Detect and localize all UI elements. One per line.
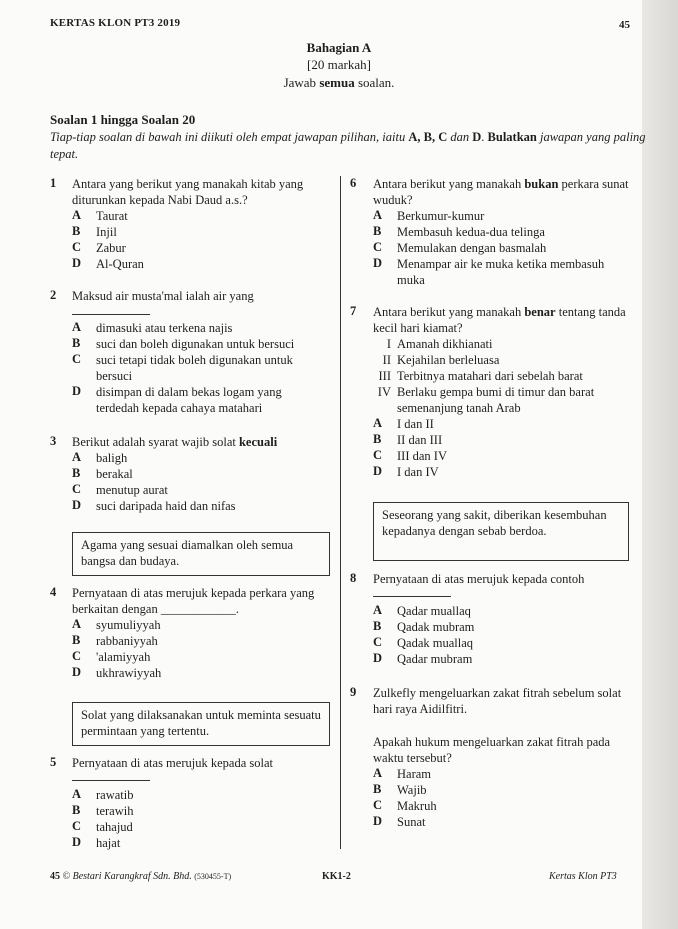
question-text [373, 304, 635, 336]
option-letter[interactable]: A [373, 416, 383, 430]
option-text: terawih [96, 804, 134, 818]
option-text: Memulakan dengan basmalah [397, 241, 547, 255]
roman-statement: Berlaku gempa bumi di timur dan barat semenanjung tanah Arab [397, 385, 595, 415]
roman-statement: Kejahilan berleluasa [397, 353, 500, 367]
footer-right: Kertas Klon PT3 [549, 871, 617, 882]
roman-numeral: III [378, 369, 391, 383]
option-letter[interactable]: D [72, 498, 82, 512]
stimulus-box: Solat yang dilaksanakan untuk meminta sesuatu permintaan yang tertentu. [72, 702, 330, 746]
option-letter[interactable]: C [373, 635, 383, 649]
question-text-bold: bukan [524, 177, 559, 191]
column-divider [340, 176, 341, 849]
question-number: 1 [50, 176, 57, 190]
page-number: 45 [619, 19, 630, 31]
footer-left [50, 871, 231, 882]
roman-numeral: IV [377, 385, 391, 399]
option-letter[interactable]: B [72, 633, 81, 647]
question-number: 5 [50, 755, 57, 769]
option-text: Qadar muallaq [397, 604, 471, 618]
question-number: 6 [350, 176, 357, 190]
question-text: Antara yang berikut yang manakah kitab yang diturunkan kepada Nabi Daud a.s.? [72, 177, 304, 207]
stimulus-box: Seseorang yang sakit, diberikan kesembuhan kepadanya dengan sebab berdoa. [373, 502, 629, 561]
option-letter[interactable]: B [72, 466, 81, 480]
option-text: Wajib [397, 783, 427, 797]
option-text: rawatib [96, 788, 134, 802]
option-text: Zabur [96, 241, 126, 255]
question-text: Pernyataan di atas merujuk kepada contoh [373, 572, 585, 586]
option-text: suci tetapi tidak boleh digunakan untuk bersuci [96, 353, 293, 383]
instr-part1: Tiap-tiap soalan di bawah ini diikuti oleh empat jawapan pilihan, iaitu [50, 130, 409, 144]
option-letter[interactable]: C [373, 448, 383, 462]
option-letter[interactable]: A [373, 208, 383, 222]
question-number: 4 [50, 585, 57, 599]
stimulus-box: Agama yang sesuai diamalkan oleh semua bangsa dan budaya. [72, 532, 330, 576]
footer-publisher: © Bestari Karangkraf Sdn. Bhd. [62, 871, 192, 882]
question-text-2: Apakah hukum mengeluarkan zakat fitrah pada waktu tersebut? [373, 735, 611, 765]
instr-bold: semua [319, 75, 355, 90]
question-text: Maksud air musta'mal ialah air yang [72, 289, 254, 303]
option-text: Menampar air ke muka ketika membasuh muka [397, 257, 605, 287]
option-text: Al-Quran [96, 257, 144, 271]
question-number: 7 [350, 304, 357, 318]
option-letter[interactable]: A [373, 603, 383, 617]
option-letter[interactable]: D [373, 814, 383, 828]
option-text: Qadak muallaq [397, 636, 474, 650]
section-instruction [0, 75, 678, 91]
option-text: ukhrawiyyah [96, 666, 162, 680]
option-letter[interactable]: D [373, 256, 383, 270]
option-letter[interactable]: D [72, 665, 82, 679]
roman-numeral: I [386, 337, 391, 351]
option-text: Berkumur-kumur [397, 209, 485, 223]
option-text: Membasuh kedua-dua telinga [397, 225, 545, 239]
answer-blank-line [373, 596, 451, 597]
option-text: rabbaniyyah [96, 634, 158, 648]
option-letter[interactable]: B [373, 224, 382, 238]
option-text: disimpan di dalam bekas logam yang terdedah kepada cahaya matahari [96, 385, 282, 415]
question-text: Pernyataan di atas merujuk kepada solat [72, 756, 273, 770]
option-letter[interactable]: C [373, 798, 383, 812]
question-text-pre: Antara berikut yang manakah [373, 305, 525, 319]
question-text-post: perkara sunat wuduk? [373, 177, 629, 207]
option-letter[interactable]: C [72, 352, 82, 366]
question-number: 8 [350, 571, 357, 585]
question-text-post: tentang tanda kecil hari kiamat? [373, 305, 626, 335]
option-letter[interactable]: A [72, 320, 82, 334]
option-letter[interactable]: A [373, 766, 383, 780]
footer-reg-number: (530455-T) [194, 872, 232, 881]
option-text: berakal [96, 467, 133, 481]
footer-code: KK1-2 [322, 871, 351, 882]
option-text: III dan IV [397, 449, 447, 463]
option-letter[interactable]: B [72, 336, 81, 350]
instr-dot: . [481, 130, 488, 144]
option-text: hajat [96, 836, 121, 850]
question-text-bold: benar [524, 305, 556, 319]
footer-page-number: 45 [50, 871, 60, 882]
question-number: 3 [50, 434, 57, 448]
section-marks-text: [20 markah] [307, 57, 371, 72]
option-letter[interactable]: B [373, 782, 382, 796]
option-letter[interactable]: D [373, 651, 383, 665]
option-text: 'alamiyyah [96, 650, 151, 664]
answer-blank-line [72, 780, 150, 781]
option-letter[interactable]: C [373, 240, 383, 254]
option-letter[interactable]: C [72, 649, 82, 663]
option-letter[interactable]: C [72, 240, 82, 254]
option-text: I dan II [397, 417, 434, 431]
instr-dan: dan [447, 130, 473, 144]
section-marks [0, 57, 678, 73]
option-letter[interactable]: B [373, 432, 382, 446]
question-text [373, 176, 635, 208]
option-text: II dan III [397, 433, 443, 447]
option-letter[interactable]: D [72, 256, 82, 270]
option-text: Makruh [397, 799, 437, 813]
instr-bulatkan: Bulatkan [487, 130, 537, 144]
question-range-title: Soalan 1 hingga Soalan 20 [50, 112, 196, 127]
option-letter[interactable]: B [72, 803, 81, 817]
option-text: tahajud [96, 820, 133, 834]
option-text: suci dan boleh digunakan untuk bersuci [96, 337, 295, 351]
option-letter[interactable]: D [72, 835, 82, 849]
option-letter[interactable]: A [72, 208, 82, 222]
option-letter[interactable]: D [72, 384, 82, 398]
option-text: syumuliyyah [96, 618, 161, 632]
question-number: 9 [350, 685, 357, 699]
option-text: Sunat [397, 815, 426, 829]
option-text: suci daripada haid dan nifas [96, 499, 236, 513]
option-text: Qadak mubram [397, 620, 475, 634]
option-text: baligh [96, 451, 128, 465]
option-text: menutup aurat [96, 483, 168, 497]
answer-instructions [50, 129, 650, 163]
option-letter[interactable]: A [72, 787, 82, 801]
instr-post: soalan. [354, 75, 395, 90]
option-letter[interactable]: B [373, 619, 382, 633]
question-number: 2 [50, 288, 57, 302]
option-text: Haram [397, 767, 432, 781]
roman-statement: Amanah dikhianati [397, 337, 493, 351]
instr-abc: A, B, C [408, 130, 448, 144]
option-letter[interactable]: D [373, 464, 383, 478]
instr-part2: jawapan yang paling tepat. [50, 130, 646, 161]
option-text: I dan IV [397, 465, 439, 479]
option-text: Qadar mubram [397, 652, 473, 666]
option-letter[interactable]: B [72, 224, 81, 238]
option-text: Injil [96, 225, 117, 239]
option-letter[interactable]: A [72, 617, 82, 631]
option-text: Taurat [96, 209, 128, 223]
question-text: Zulkefly mengeluarkan zakat fitrah sebelum solat hari raya Aidilfitri. [373, 686, 622, 716]
section-title: Bahagian A [306, 40, 372, 55]
question-text: Pernyataan di atas merujuk kepada perkara yang berkaitan dengan ____________. [72, 586, 315, 616]
question-text [72, 434, 334, 450]
roman-numeral: II [382, 353, 391, 367]
instr-d: D [472, 130, 482, 144]
option-letter[interactable]: C [72, 819, 82, 833]
roman-statement: Terbitnya matahari dari sebelah barat [397, 369, 583, 383]
question-text-pre: Berikut adalah syarat wajib solat [72, 435, 239, 449]
answer-blank-line [72, 314, 150, 315]
question-text-pre: Antara berikut yang manakah [373, 177, 525, 191]
option-letter[interactable]: A [72, 450, 82, 464]
option-text: dimasuki atau terkena najis [96, 321, 233, 335]
instr-pre: Jawab [283, 75, 320, 90]
header-title: KERTAS KLON PT3 2019 [50, 17, 181, 29]
question-text-bold: kecuali [238, 435, 278, 449]
option-letter[interactable]: C [72, 482, 82, 496]
